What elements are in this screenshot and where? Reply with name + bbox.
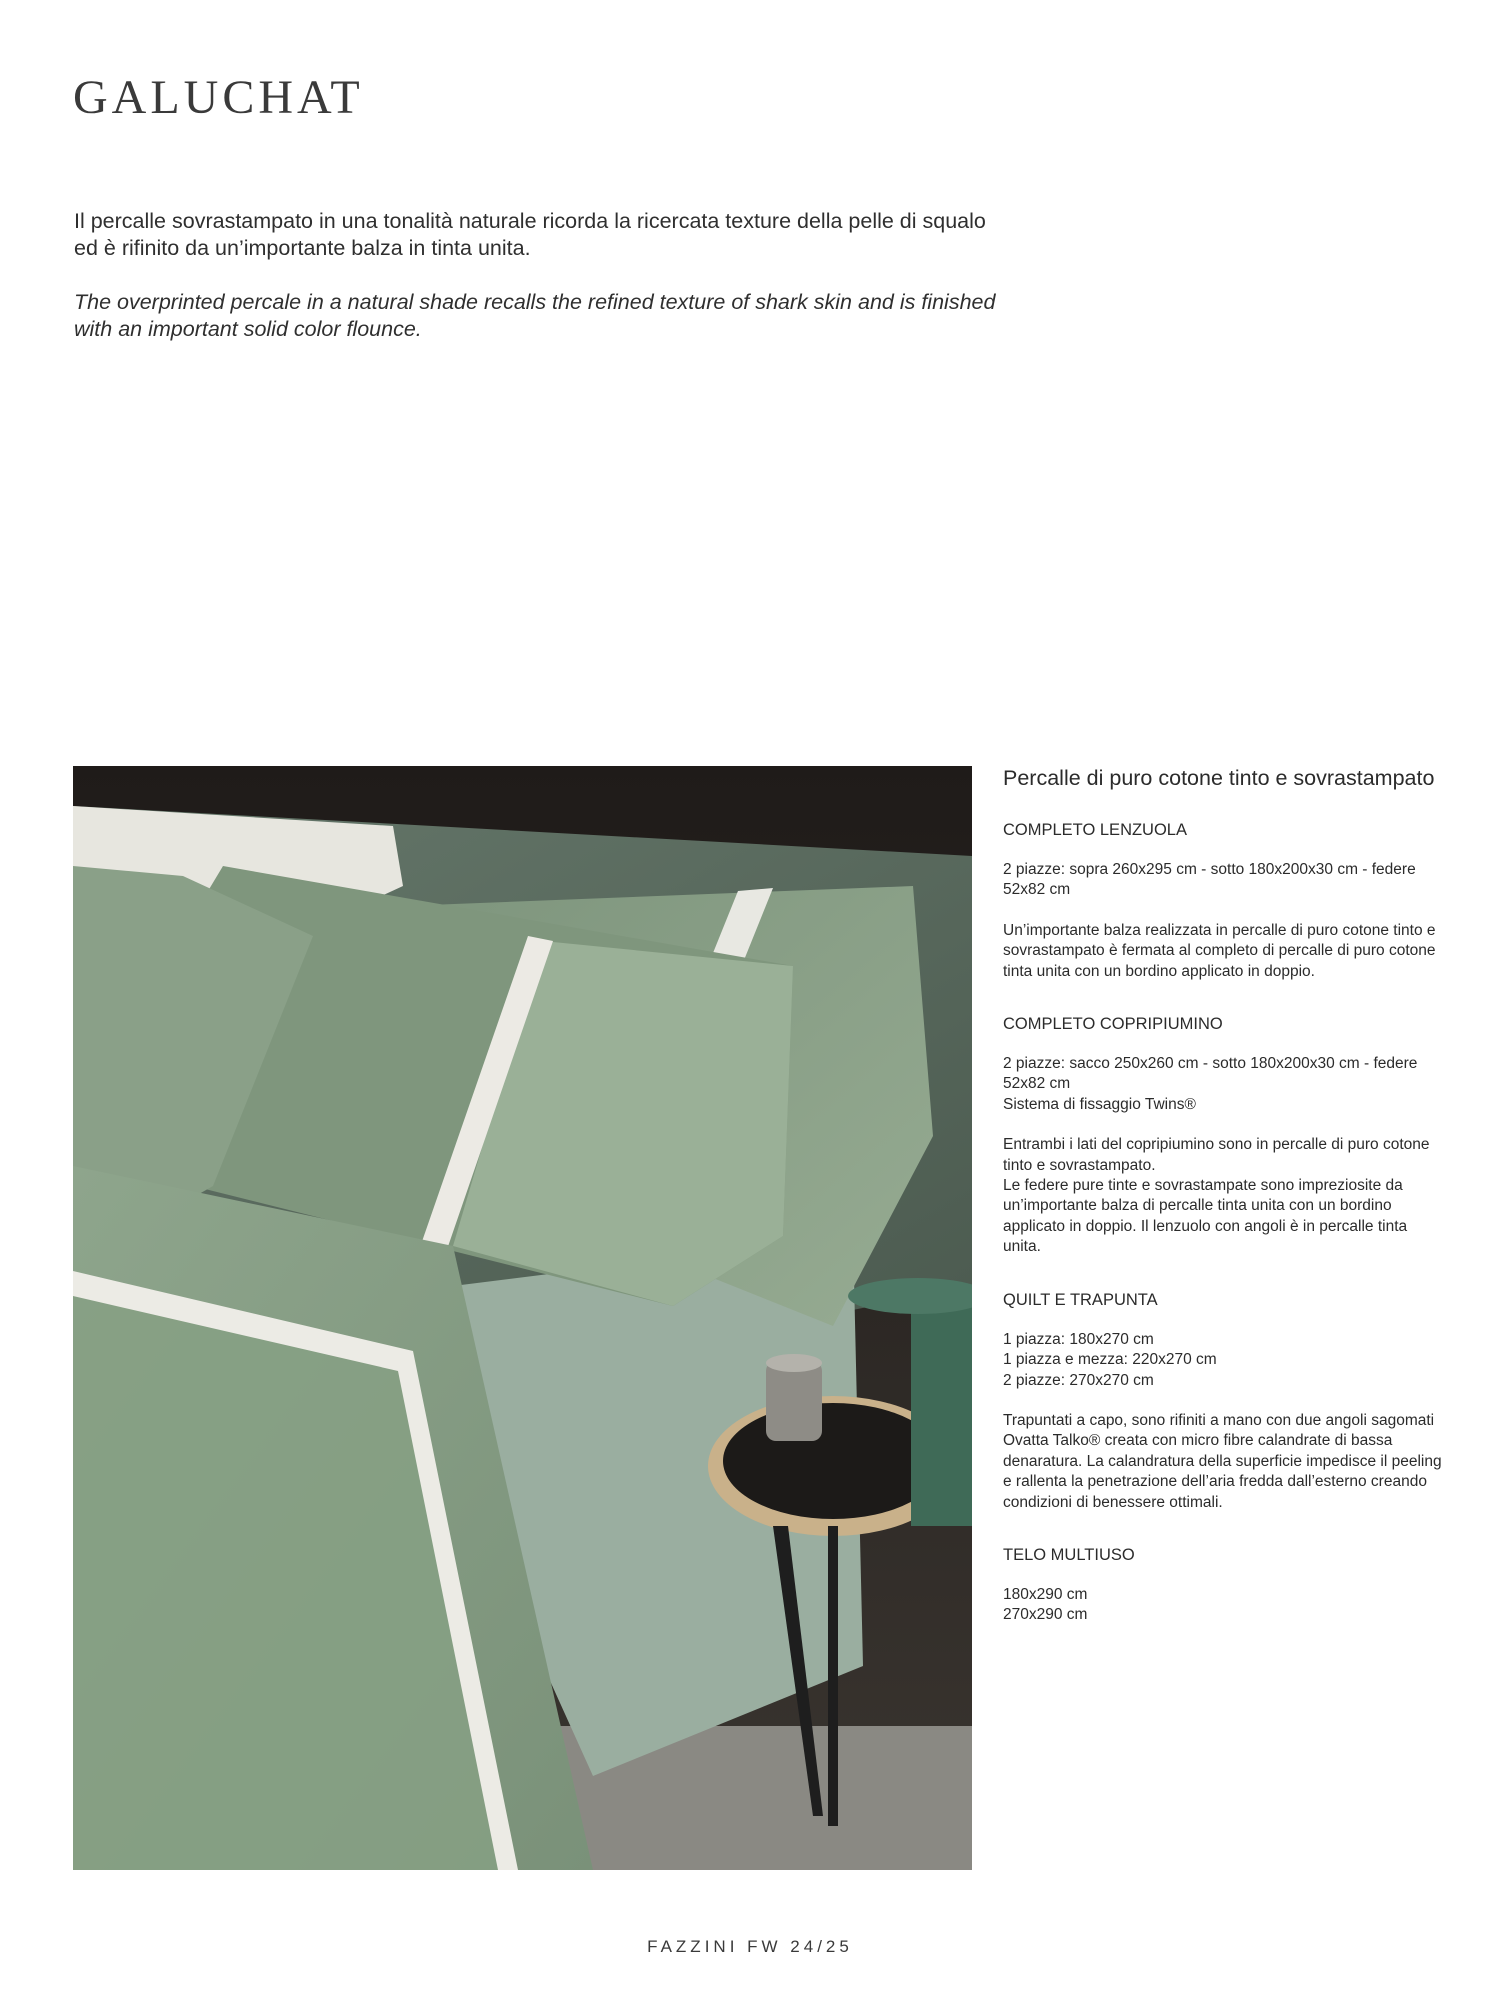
section-title: COMPLETO LENZUOLA	[1003, 821, 1187, 839]
glass-candle-top	[766, 1354, 822, 1372]
section-title: TELO MULTIUSO	[1003, 1545, 1135, 1564]
section-completo-copripiumino	[1003, 1014, 1443, 1258]
section-quilt-trapunta	[1003, 1290, 1443, 1513]
glass-candle	[766, 1361, 822, 1441]
section-sizes: 2 piazze: sopra 260x295 cm - sotto 180x200x30 cm - federe 52x82 cm	[1003, 861, 1416, 899]
bedding-photo-icon	[73, 766, 972, 1870]
page-footer: FAZZINI FW 24/25	[647, 1937, 853, 1956]
section-title: COMPLETO COPRIPIUMINO	[1003, 1015, 1223, 1034]
vase	[911, 1296, 972, 1526]
section-sizes: 1 piazza: 180x270 cm 1 piazza e mezza: 220x270 cm 2 piazze: 270x270 cm	[1003, 1330, 1217, 1389]
section-completo-lenzuola	[1003, 820, 1443, 982]
section-sizes: 180x290 cm 270x290 cm	[1003, 1585, 1088, 1624]
intro-italian: Il percalle sovrastampato in una tonalità naturale ricorda la ricercata texture della pelle di squalo ed è rifinito da un’importante balza in tinta unita.	[74, 209, 986, 260]
table-leg	[828, 1526, 838, 1826]
specs-subtitle: Percalle di puro cotone tinto e sovrastampato	[1003, 766, 1435, 790]
section-description: Un’importante balza realizzata in percalle di puro cotone tinto e sovrastampato è fermata al completo di percalle di puro cotone tinta unita con un bordino applicato in doppio.	[1003, 921, 1436, 980]
section-title: QUILT E TRAPUNTA	[1003, 1290, 1158, 1309]
brand-title: GALUCHAT	[73, 71, 364, 124]
bedding-photo	[73, 766, 972, 1870]
section-description: Entrambi i lati del copripiumino sono in percalle di puro cotone tinto e sovrastampato. Le federe pure tinte e sovrastampate sono impreziosite da un’importante balza di percalle tinta unita con un bordino applicato in doppio. Il lenzuolo con angoli è in percalle tinta unita.	[1003, 1136, 1430, 1256]
section-telo-multiuso	[1003, 1545, 1443, 1626]
intro-text	[74, 208, 1014, 343]
section-sizes: 2 piazze: sacco 250x260 cm - sotto 180x200x30 cm - federe 52x82 cm Sistema di fissaggio Twins®	[1003, 1055, 1418, 1113]
intro-english: The overprinted percale in a natural shade recalls the refined texture of shark skin and is finished with an important solid color flounce.	[74, 290, 996, 341]
specs-column	[1003, 764, 1443, 1646]
section-description: Trapuntati a capo, sono rifiniti a mano con due angoli sagomati Ovatta Talko® creata con micro fibre calandrate di bassa denaratura. La calandratura della superficie impedisce il peeling e rallenta la penetrazione dell’aria fredda dall’esterno creando condizioni di benessere ottimali.	[1003, 1411, 1442, 1511]
table-top	[723, 1403, 943, 1519]
